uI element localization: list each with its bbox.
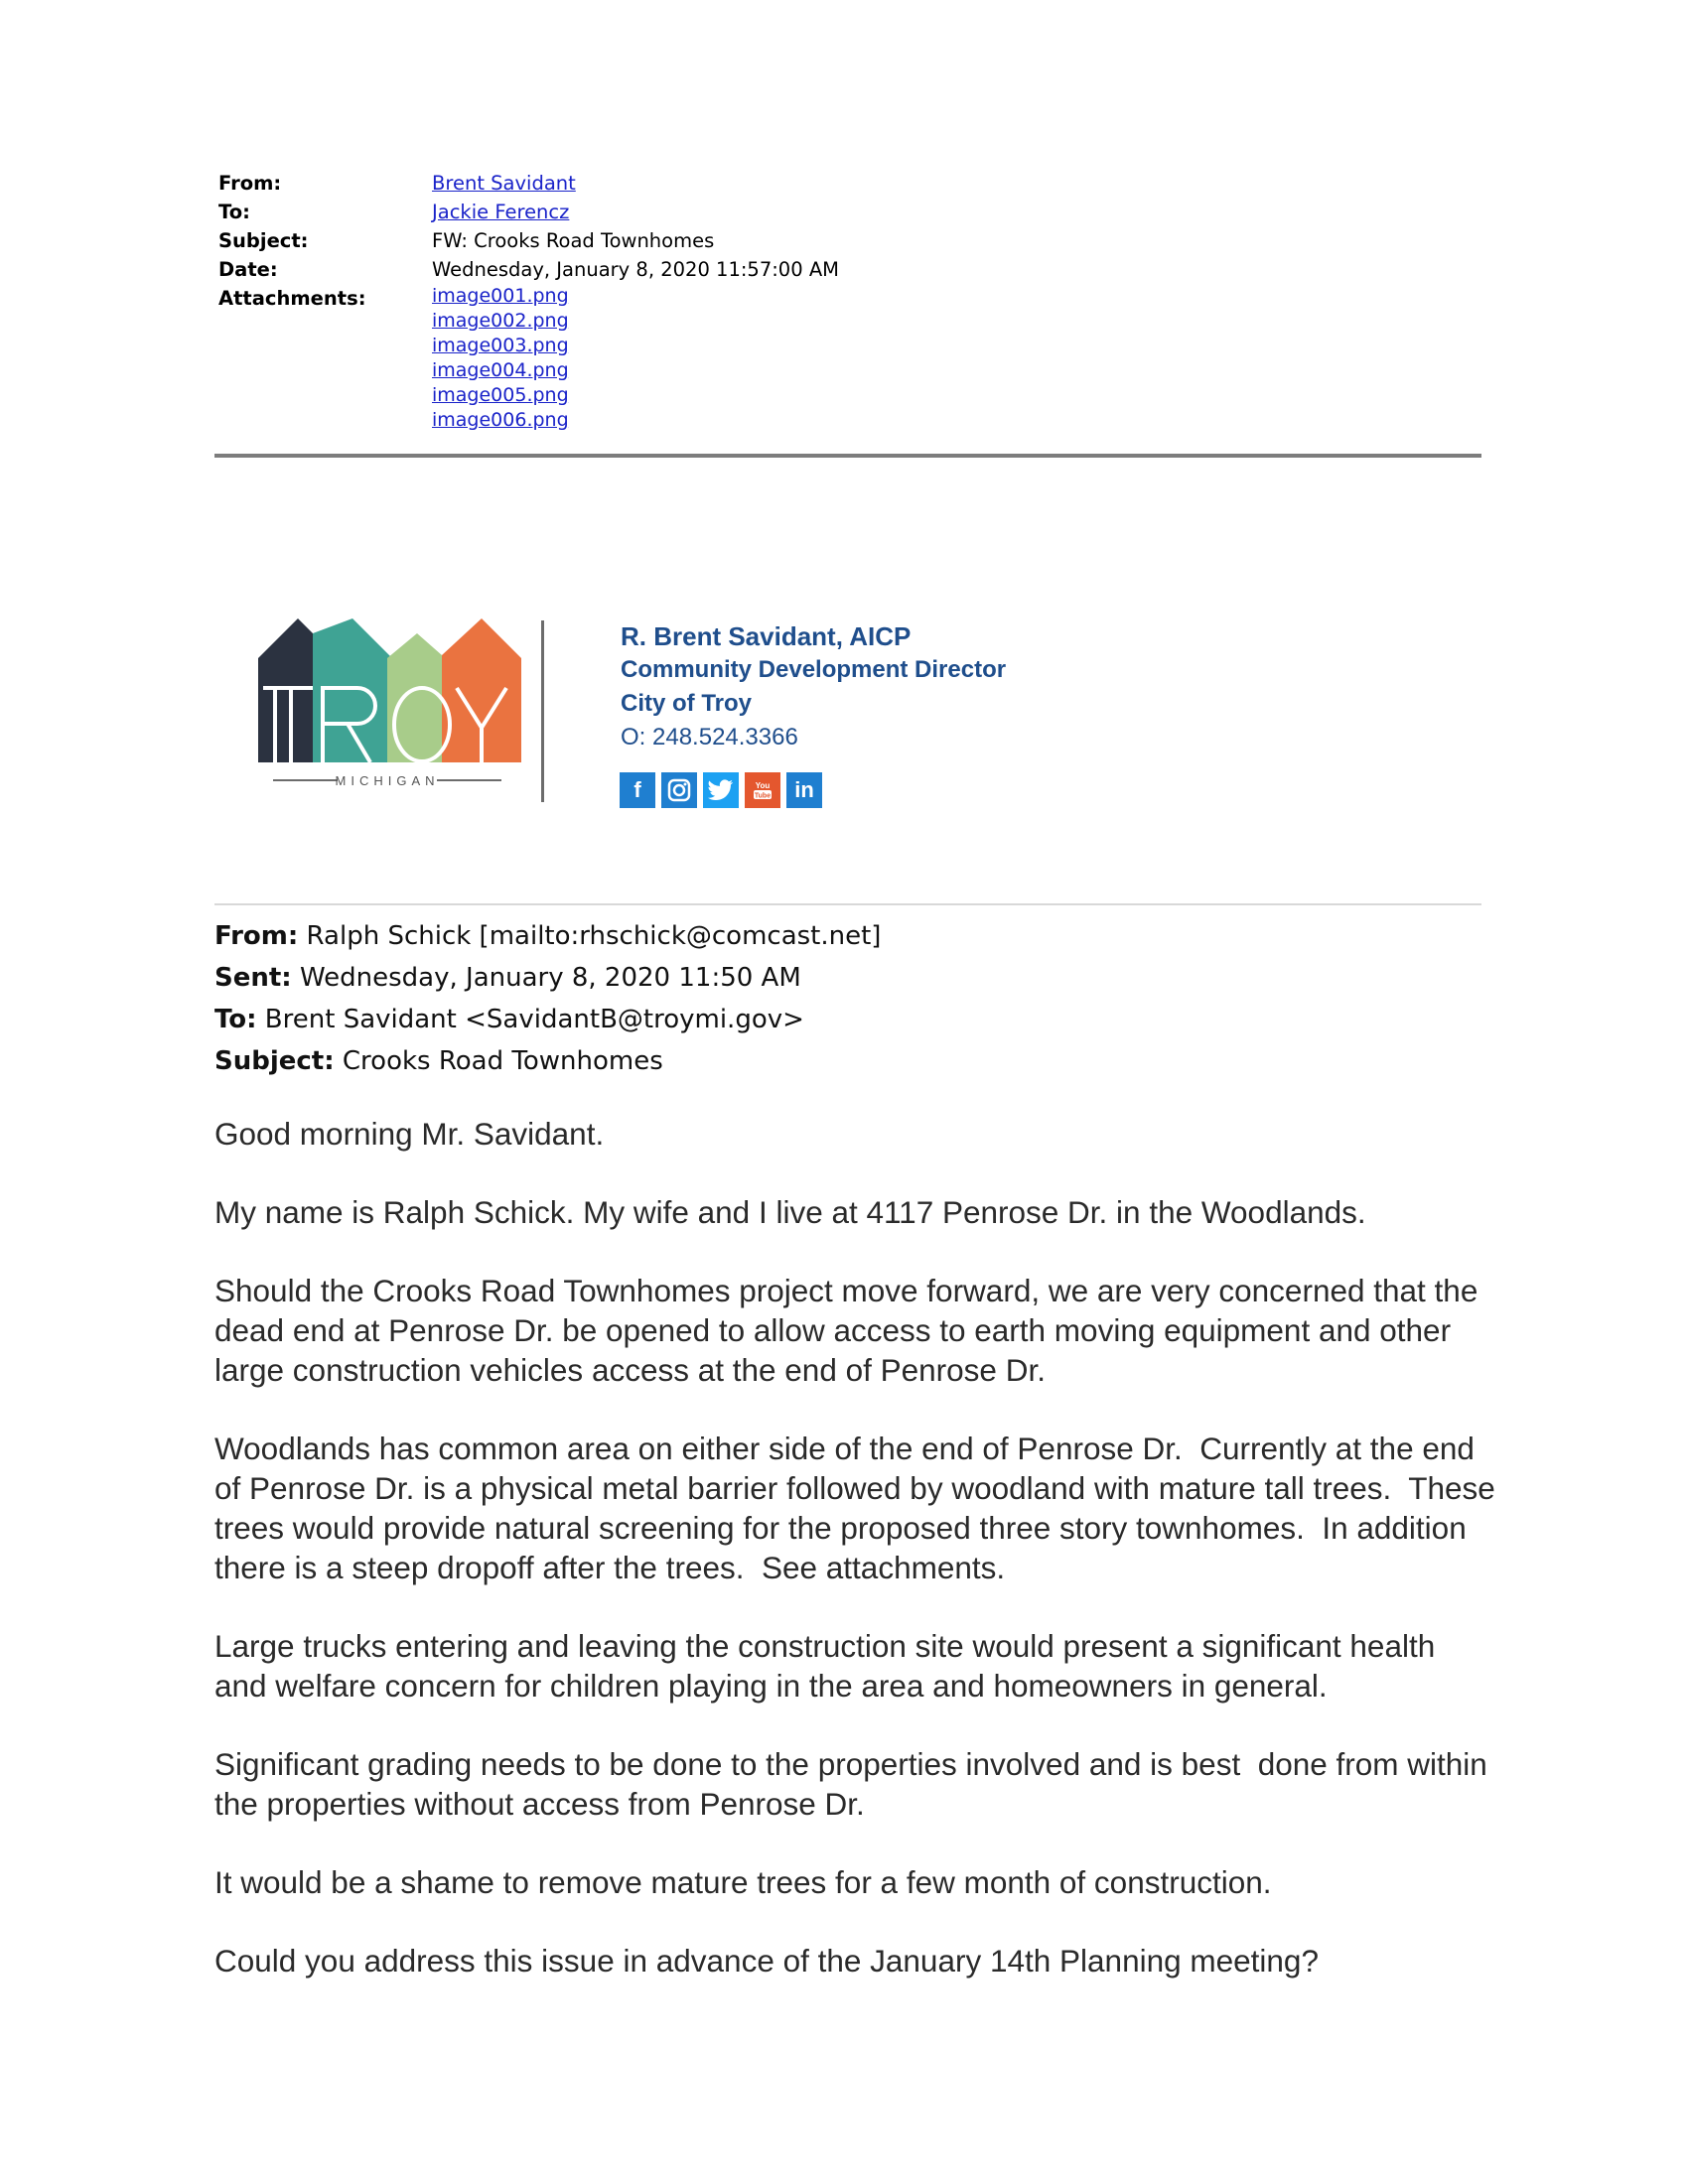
body-paragraph: Should the Crooks Road Townhomes project move forward, we are very concerned that the dead end at Penrose Dr. be opened to allow access to earth moving equipment and other large construction vehicles access at the end of Penrose Dr. [214,1273,1487,1388]
to-link[interactable]: Jackie Ferencz [432,201,570,223]
from-label: From: [218,172,282,195]
signature-name: R. Brent Savidant, AICP [621,621,912,651]
body-paragraph: Good morning Mr. Savidant. [214,1116,605,1152]
fwd-sent-value: Wednesday, January 8, 2020 11:50 AM [291,963,801,993]
youtube-icon[interactable] [745,772,780,808]
fwd-from-value: Ralph Schick [mailto:rhschick@comcast.net] [298,921,882,951]
signature-divider [541,620,544,802]
svg-text:Tube: Tube [754,792,772,800]
attachments-list [432,284,569,433]
date-value: Wednesday, January 8, 2020 11:57:00 AM [432,258,839,281]
signature-org: City of Troy [621,690,753,717]
body-paragraph: Significant grading needs to be done to the properties involved and is best done from within the properties without access from Penrose Dr. [214,1746,1496,1822]
svg-text:You: You [755,781,771,790]
instagram-icon[interactable] [661,772,697,808]
attachment-link[interactable]: image005.png [432,384,569,406]
email-body [214,1114,1504,2019]
body-paragraph: Could you address this issue in advance of the January 14th Planning meeting? [214,1943,1319,1979]
body-paragraph: It would be a shame to remove mature trees for a few month of construction. [214,1864,1272,1900]
date-label: Date: [218,258,278,281]
body-paragraph: Woodlands has common area on either side of the end of Penrose Dr. Currently at the end of Penrose Dr. is a physical metal barrier followed by woodland with mature tall trees. These trees would provide natural screening for the proposed three story townhomes. In addition there is a steep dropoff after the trees. See attachments. [214,1431,1504,1585]
twitter-icon[interactable] [703,772,739,808]
signature-block [621,619,1006,754]
fwd-to-value: Brent Savidant <SavidantB@troymi.gov> [256,1005,804,1034]
body-paragraph: My name is Ralph Schick. My wife and I live at 4117 Penrose Dr. in the Woodlands. [214,1194,1366,1230]
attachment-link[interactable]: image003.png [432,335,569,356]
troy-logo [253,614,521,792]
fwd-subject-value: Crooks Road Townhomes [334,1046,663,1076]
fwd-subject-label: Subject: [214,1046,335,1076]
email-header [218,169,839,433]
signature-separator [214,903,1481,905]
linkedin-icon[interactable]: in [786,772,822,808]
fwd-to-label: To: [214,1005,257,1034]
fwd-sent-label: Sent: [214,963,292,993]
body-paragraph: Large trucks entering and leaving the construction site would present a significant health and welfare concern for children playing in the area and homeowners in general. [214,1628,1445,1704]
header-divider [214,454,1481,458]
logo-subtext: MICHIGAN [335,773,440,788]
from-link[interactable]: Brent Savidant [432,172,576,195]
social-icons [620,772,822,808]
to-label: To: [218,201,250,223]
attachments-label: Attachments: [218,287,366,310]
signature-phone: O: 248.524.3366 [621,724,798,751]
forwarded-header [214,915,881,1082]
facebook-icon[interactable]: f [620,772,655,808]
subject-value: FW: Crooks Road Townhomes [432,229,715,252]
attachment-link[interactable]: image004.png [432,359,569,381]
signature-title: Community Development Director [621,656,1007,683]
attachment-link[interactable]: image006.png [432,409,569,431]
attachment-link[interactable]: image001.png [432,285,569,307]
subject-label: Subject: [218,229,309,252]
fwd-from-label: From: [214,921,299,951]
attachment-link[interactable]: image002.png [432,310,569,332]
